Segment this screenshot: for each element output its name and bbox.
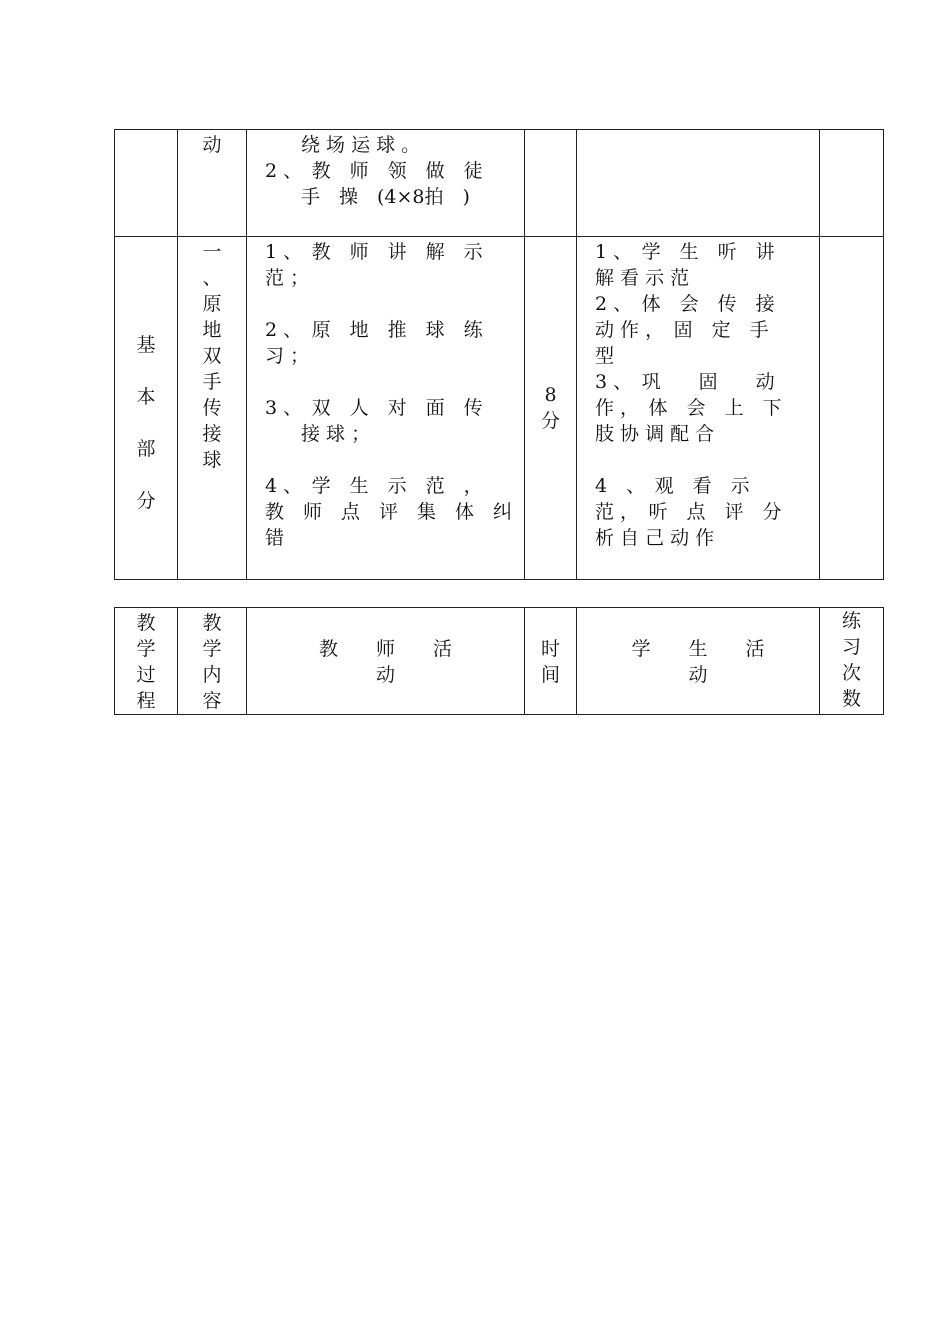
content-char: 传 (202, 397, 222, 419)
time-unit: 分 (540, 410, 560, 432)
student-line: 4 、 观 看 示 (595, 475, 750, 497)
header-char: 时 (540, 638, 560, 660)
student-activity-cell (577, 130, 820, 237)
content-char: 、 (202, 267, 222, 289)
student-activity-cell (577, 237, 820, 580)
header-text: 动 (375, 664, 395, 686)
header-char: 教 (202, 612, 222, 634)
content-char: 原 (202, 293, 222, 315)
header-time (525, 608, 577, 715)
count-cell (820, 237, 884, 580)
teacher-line: 2 、 教 师 领 做 徒 (265, 160, 483, 182)
header-char: 练 (842, 610, 862, 632)
header-student-activity (577, 608, 820, 715)
header-char: 内 (202, 664, 222, 686)
header-count (820, 608, 884, 715)
teacher-line: 2 、 原 地 推 球 练 (265, 319, 483, 341)
content-char: 球 (202, 449, 222, 471)
header-char: 教 (136, 612, 156, 634)
teacher-activity-cell (247, 130, 525, 237)
content-char: 一 (202, 241, 222, 263)
time-cell (525, 130, 577, 237)
table-row (115, 130, 884, 237)
teacher-line: 手 操 (4×8拍 ) (301, 186, 470, 208)
student-line: 范 ， 听 点 评 分 (595, 501, 782, 523)
student-line: 动 作 ， 固 定 手 (595, 319, 769, 341)
header-teacher-activity (247, 608, 525, 715)
student-line: 型 (595, 345, 615, 367)
process-cell (115, 130, 178, 237)
content-text: 动 (202, 134, 222, 156)
student-line: 析 自 己 动 作 (595, 527, 715, 549)
header-char: 间 (540, 664, 560, 686)
table-header-row (115, 608, 884, 715)
student-line: 2 、 体 会 传 接 (595, 293, 775, 315)
lesson-table-main (114, 129, 884, 580)
header-char: 学 (202, 638, 222, 660)
teacher-line: 范 ； (265, 267, 310, 289)
section-cell (115, 237, 178, 580)
teacher-activity-cell (247, 237, 525, 580)
lesson-table-header (114, 607, 884, 715)
section-char: 本 (136, 386, 156, 408)
header-content (178, 608, 247, 715)
header-process (115, 608, 178, 715)
student-line: 3 、 巩 固 动 (595, 371, 775, 393)
count-cell (820, 130, 884, 237)
content-cell (178, 130, 247, 237)
header-char: 容 (202, 690, 222, 712)
header-text: 学 生 活 (631, 638, 765, 660)
content-char: 地 (202, 319, 222, 341)
teacher-line: 4 、 学 生 示 范 ， (265, 475, 483, 497)
teacher-line: 教 师 点 评 集 体 纠 (265, 501, 513, 523)
header-char: 学 (136, 638, 156, 660)
header-char: 习 (842, 636, 862, 658)
teacher-line: 3 、 双 人 对 面 传 (265, 397, 483, 419)
content-char: 双 (202, 345, 222, 367)
section-char: 分 (136, 490, 156, 512)
content-cell (178, 237, 247, 580)
header-char: 次 (842, 662, 862, 684)
teacher-line: 接 球 ； (301, 423, 371, 445)
teacher-line: 绕 场 运 球 。 (301, 134, 421, 156)
student-line: 1 、 学 生 听 讲 (595, 241, 775, 263)
teacher-line: 习 ； (265, 345, 310, 367)
teacher-line: 错 (265, 527, 285, 549)
header-char: 程 (136, 690, 156, 712)
header-char: 过 (136, 664, 156, 686)
time-value: 8 (544, 384, 557, 406)
student-line: 肢 协 调 配 合 (595, 423, 715, 445)
time-cell (525, 237, 577, 580)
header-text: 动 (688, 664, 708, 686)
section-char: 部 (136, 438, 156, 460)
teacher-line: 1 、 教 师 讲 解 示 (265, 241, 483, 263)
student-line: 解 看 示 范 (595, 267, 690, 289)
section-char: 基 (136, 334, 156, 356)
header-text: 教 师 活 (318, 638, 452, 660)
content-char: 手 (202, 371, 222, 393)
table-row (115, 237, 884, 580)
content-char: 接 (202, 423, 222, 445)
student-line: 作 ， 体 会 上 下 (595, 397, 782, 419)
header-char: 数 (842, 688, 862, 710)
